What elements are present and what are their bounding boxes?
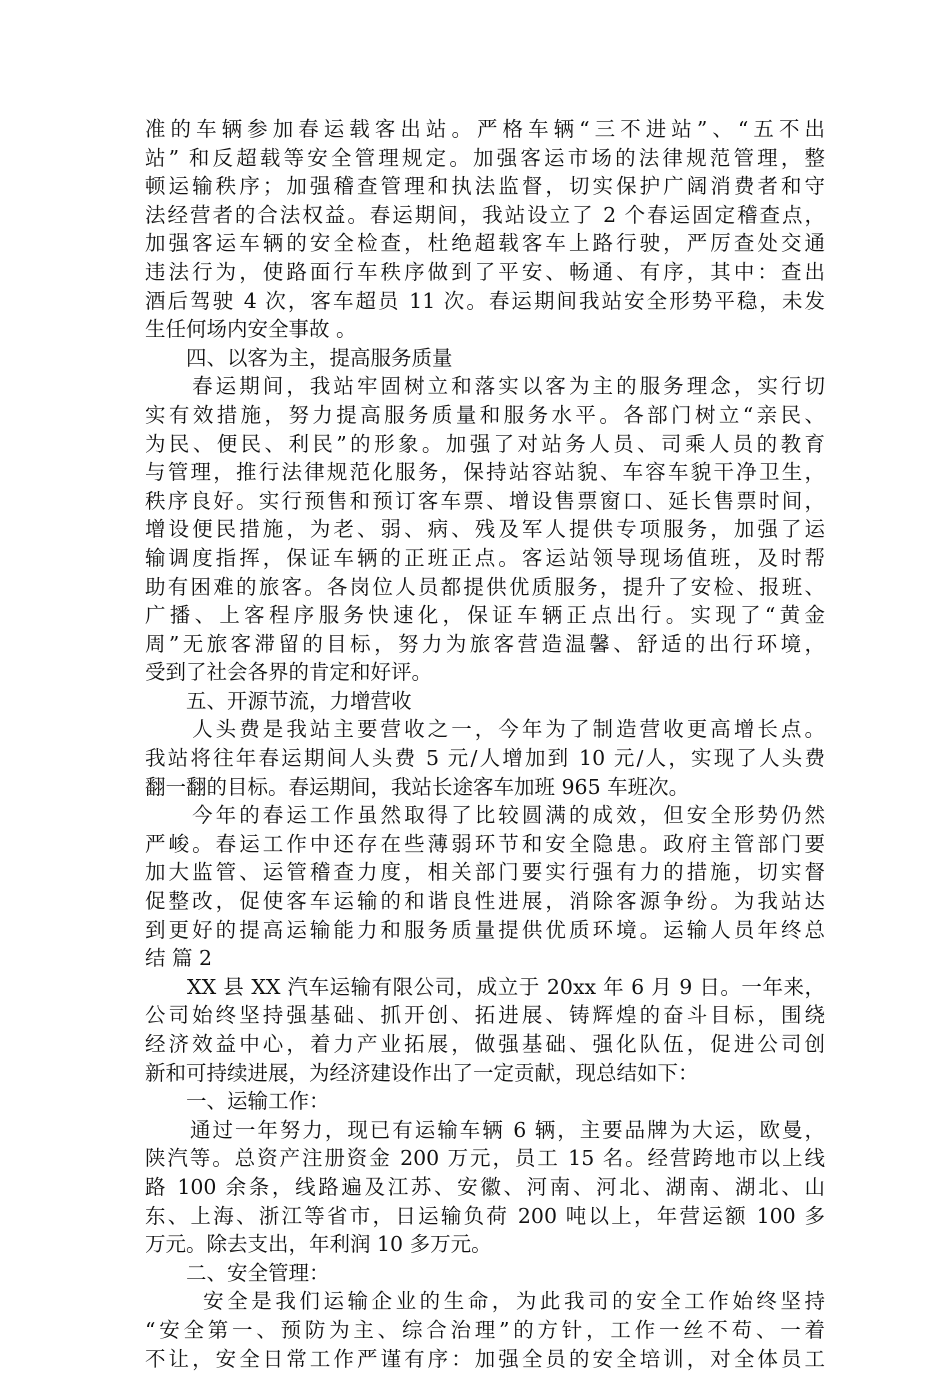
document-body bbox=[145, 115, 825, 1373]
text-line: 经济效益中心，着力产业拓展，做强基础、强化队伍，促进公司创 bbox=[145, 1032, 825, 1056]
text-line: 加大监管、运管稽查力度，相关部门要实行强有力的措施，切实督 bbox=[145, 860, 825, 885]
text-line: 万元。除去支出，年利润 10 多万元。 bbox=[145, 1232, 492, 1257]
text-line: 顿运输秩序；加强稽查管理和执法监督，切实保护广阔消费者和守 bbox=[145, 174, 825, 199]
text-line: 增设便民措施，为老、弱、病、残及军人提供专项服务，加强了运 bbox=[145, 517, 825, 542]
text-line: 翻一翻的目标。春运期间，我站长途客车加班 965 车班次。 bbox=[145, 774, 690, 799]
text-line: 站” 和反超载等安全管理规定。加强客运市场的法律规范管理，整 bbox=[145, 145, 825, 170]
text-line: 受到了社会各界的肯定和好评。 bbox=[145, 660, 432, 685]
text-line: 路 100 余条，线路遍及江苏、安徽、河南、河北、湖南、湖北、山 bbox=[145, 1174, 825, 1199]
text-line: 春运期间，我站牢固树立和落实以客为主的服务理念，实行切 bbox=[145, 374, 825, 399]
text-line: 助有困难的旅客。各岗位人员都提供优质服务，提升了安检、报班、 bbox=[145, 574, 825, 599]
text-line: 五、开源节流，力增营收 bbox=[145, 688, 412, 713]
text-line: XX 县 XX 汽车运输有限公司，成立于 20xx 年 6 月 9 日。一年来， bbox=[145, 974, 825, 999]
text-line: 秩序良好。实行预售和预订客车票、增设售票窗口、延长售票时间， bbox=[145, 488, 825, 513]
text-line: 酒后驾驶 4 次，客车超员 11 次。春运期间我站安全形势平稳，未发 bbox=[145, 288, 825, 313]
text-line: 人头费是我站主要营收之一，今年为了制造营收更高增长点。 bbox=[145, 717, 825, 742]
text-line: 为民、便民、利民”的形象。加强了对站务人员、司乘人员的教育 bbox=[145, 431, 825, 456]
text-line: 严峻。春运工作中还存在些薄弱环节和安全隐患。政府主管部门要 bbox=[145, 831, 825, 856]
text-line: 准的车辆参加春运载客出站。严格车辆“三不进站”、“五不出 bbox=[145, 117, 825, 141]
text-line: 违法行为，使路面行车秩序做到了平安、畅通、有序，其中：查出 bbox=[145, 259, 825, 284]
text-line: 通过一年努力，现已有运输车辆 6 辆，主要品牌为大运，欧曼， bbox=[145, 1117, 825, 1142]
text-line: 一、运输工作： bbox=[145, 1089, 330, 1114]
text-line: 实有效措施，努力提高服务质量和服务水平。各部门树立“亲民、 bbox=[145, 402, 825, 427]
text-line: 今年的春运工作虽然取得了比较圆满的成效，但安全形势仍然 bbox=[145, 803, 825, 828]
text-line: 促整改，促使客车运输的和谐良性进展，消除客源争纷。为我站达 bbox=[145, 889, 825, 914]
text-line: 输调度指挥，保证车辆的正班正点。客运站领导现场值班，及时帮 bbox=[145, 545, 825, 570]
text-line: “安全第一、预防为主、综合治理”的方针，工作一丝不苟、一着 bbox=[145, 1317, 825, 1342]
text-line: 安全是我们运输企业的生命，为此我司的安全工作始终坚持 bbox=[145, 1289, 825, 1314]
text-line: 到更好的提高运输能力和服务质量提供优质环境。运输人员年终总 bbox=[145, 917, 825, 942]
text-line: 公司始终坚持强基础、抓开创、拓进展、铸辉煌的奋斗目标，围绕 bbox=[145, 1003, 825, 1028]
text-line: 与管理，推行法律规范化服务，保持站容站貌、车容车貌干净卫生， bbox=[145, 460, 825, 485]
text-line: 生任何场内安全事故 。 bbox=[145, 317, 357, 342]
text-line: 广播、上客程序服务快速化，保证车辆正点出行。实现了“黄金 bbox=[145, 603, 825, 628]
text-line: 加强客运车辆的安全检查，杜绝超载客车上路行驶，严厉查处交通 bbox=[145, 231, 825, 256]
text-line: 新和可持续进展，为经济建设作出了一定贡献，现总结如下： bbox=[145, 1060, 699, 1085]
text-line: 陕汽等。总资产注册资金 200 万元，员工 15 名。经营跨地市以上线 bbox=[145, 1146, 825, 1171]
text-line: 四、以客为主，提高服务质量 bbox=[145, 345, 453, 370]
text-line: 结 篇 2 bbox=[145, 946, 213, 971]
text-line: 法经营者的合法权益。春运期间，我站设立了 2 个春运固定稽查点， bbox=[145, 202, 825, 227]
text-line: 不让，安全日常工作严谨有序：加强全员的安全培训，对全体员工 bbox=[145, 1346, 825, 1371]
text-line: 我站将往年春运期间人头费 5 元/人增加到 10 元/人，实现了人头费 bbox=[145, 746, 825, 771]
text-line: 东、上海、浙江等省市，日运输负荷 200 吨以上，年营运额 100 多 bbox=[145, 1203, 825, 1228]
text-line: 二、安全管理： bbox=[145, 1260, 330, 1285]
text-line: 周”无旅客滞留的目标，努力为旅客营造温馨、舒适的出行环境， bbox=[145, 631, 825, 656]
